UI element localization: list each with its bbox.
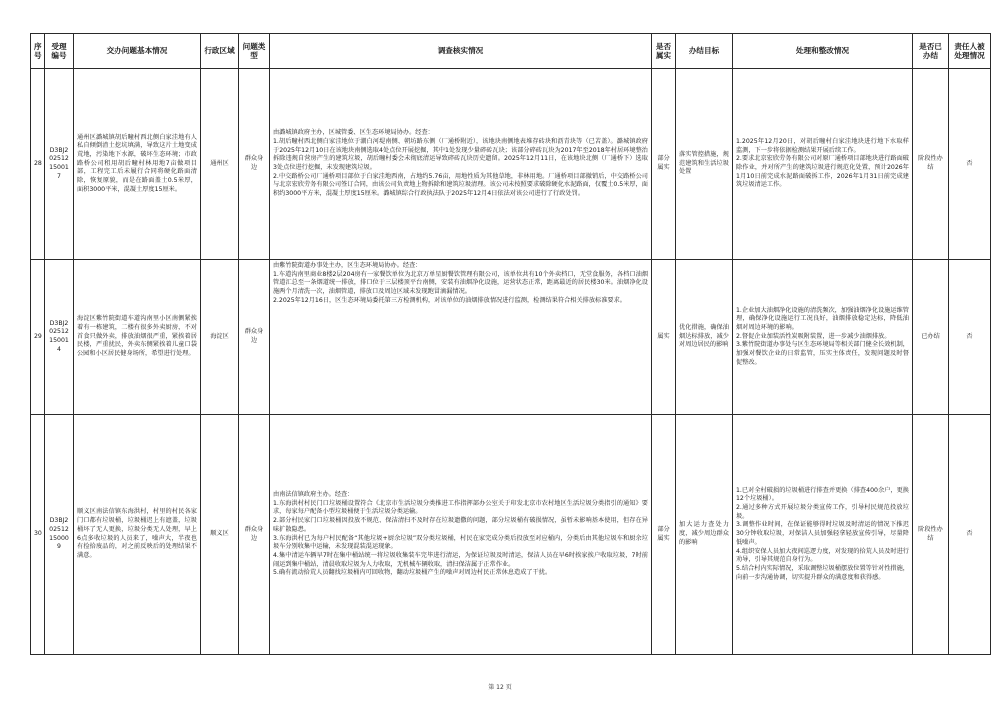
row-investigation: 由潞城镇政府主办，区城管委、区生态环境局协办。经查： 1.胡后疃村西北侧白家洼地位于潮白河堤南侧、朝坊路东侧（厂通桥附近），该地块南侧地表堆存砖块和沥青块等（已苫盖）。潞城镇政府于2025年12月10日在该地块南侧选取4处点位开展挖掘，其中1处发现少量碎砖瓦块；该部分碎砖瓦块为2017年至2018年村居环境整治拆除违规自营房产生的建筑垃圾，胡后疃村委会未彻底清运导致碎砖瓦块历史遗留。2025年12月11日，在该地块北侧（厂通桥下）选取3处点位进行挖掘，未发现建筑垃圾。 2.中交路桥公司厂通桥项目部位于白家洼地西南，占地约5.76亩，用地性质为其他草地，非林用地。厂通桥项目部撤销后，中交路桥公司与北京宏欣劳务有限公司签订合同，由该公司负责地上物拆除和建筑垃圾清理。该公司未按照要求破除硬化水泥路面，仅覆土0.5米厚，面积约3000平方米，混凝土厚度15厘米。潞城镇综合行政执法队于2025年12月4日依法对该公司进行了行政处罚。 [270, 69, 652, 260]
row-closed: 阶段性办结 [913, 415, 949, 655]
row-type: 群众身边 [239, 69, 270, 260]
row-issue: 顺义区南法信镇东海洪村，村里的村民各家门口都有垃圾桶，垃圾桶迟上有遮盖，垃圾桶坏了无人更换，垃圾分类无人处理，早上6点多收垃圾的人员来了，噪声大，半夜也有捡拾废品的，对之前反映后的处理结果不满意。 [74, 415, 201, 655]
row-accountability: 否 [949, 69, 991, 260]
row-issue: 通州区潞城镇胡后疃村西北侧白家洼地有人私自倾倒渣土挖坑填满，导致这片土地变成荒地，污染地下水源，破坏生态环境；市政路桥公司租用胡后疃村林用地7亩做项目部，工程完工后未履行合同将硬化路面清除，恢复原貌，而是在路面盖土0.5米厚，面积3000平米，混凝土厚度15厘米。 [74, 69, 201, 260]
complaint-table [30, 33, 991, 655]
row-receipt: D3BJ202512150014 [45, 260, 74, 415]
row-issue: 海淀区紫竹院街道车道沟南里小区南侧紧挨着有一栋建筑，二楼有很多外卖厨房，不对首食只做外卖，排放油烟很严重，紧挨着居民楼，严重扰民，外卖东侧紧挨着儿童口袋公园和小区居民健身场所，希望进行处理。 [74, 260, 201, 415]
row-type: 群众身边 [239, 415, 270, 655]
header-goal: 办结目标 [676, 34, 733, 69]
header-type: 问题类型 [239, 34, 270, 69]
header-closed: 是否已办结 [913, 34, 949, 69]
row-district: 海淀区 [201, 260, 239, 415]
header-accountability: 责任人被处理情况 [949, 34, 991, 69]
header-receipt: 受理编号 [45, 34, 74, 69]
row-type: 群众身边 [239, 260, 270, 415]
row-investigation: 由紫竹院街道办事处主办，区生态环境局协办。经查： 1.车道沟南里商业8楼2层204房有一家餐饮单位为北京万单星厨餐饮管理有限公司，该单位共有10个外卖档口，无堂食服务，各档口油烟管道汇总至一条烟道统一排放，排口位于三层楼顶平台南侧，安装有油烟净化设施，运营状态正常，距离最近的居民楼30米。油烟净化设施两个月清洗一次，油烟管道，排放口及周边区域未发现跑冒滴漏情况。 2.2025年12月16日，区生态环境局委托第三方检测机构，对该单位的油烟排放情况进行监测，检测结果符合相关排放标准要求。 [270, 260, 652, 415]
row-seq: 30 [31, 415, 45, 655]
row-seq: 29 [31, 260, 45, 415]
row-handling: 1.企业加大油烟净化设施的清洗频次，加强油烟净化设施运维管理，确保净化设施运行工况良好，油烟排放稳定达标，降低油烟对周边环境的影响。 2.督促企业加装活性炭吸附装置，进一步减少油烟排放。 3.紫竹院街道办事处与区生态环境局等相关部门健全长效机制，加强对餐饮企业的日常监管，压实主体责任，发现问题及时督促整改。 [733, 260, 913, 415]
row-handling: 1.已对全村破损的垃圾桶进行排查并更换（排查400余户，更换12个垃圾桶）。 2.通过多种方式开展垃圾分类宣传工作，引导村民规范投放垃圾。 3.调整作业时间，在保证能够得时垃圾及时清运的情况下推迟30分钟收取垃圾，对保洁人员加强轻拿轻放宣传引导，尽量降低噪声。 4.组织安保人员加大夜间巡逻力度，对发现的拾荒人员及时进行劝导，引导其规范自身行为。 5.结合村内实际情况，采取调整垃圾桶摆放位置等针对性措施，向前一步沟通协调，切实提升群众的满意度和获得感。 [733, 415, 913, 655]
row-goal: 优化措施，确保油烟达标排放，减少对周边居民的影响 [676, 260, 733, 415]
row-receipt: D3BJ202512150009 [45, 415, 74, 655]
row-receipt: D3BJ202512150017 [45, 69, 74, 260]
row-verified: 属实 [652, 260, 676, 415]
header-district: 行政区域 [201, 34, 239, 69]
row-goal: 加大运力查处力度，减少周边群众的影响 [676, 415, 733, 655]
row-verified: 部分属实 [652, 415, 676, 655]
row-investigation: 由南法信镇政府主办。经查： 1.东海洪村村民门口垃圾桶设置符合《北京市生活垃圾分类推进工作指挥部办公室关于印发北京市农村地区生活垃圾分类指引的通知》要求，每家每户配备小型垃圾桶便于生活垃圾分类运输。 2.部分村民家门口垃圾桶因投放不规范、保洁清扫不及时存在垃圾遗撒的问题，部分垃圾桶有破损情况，虽暂未影响基本使用，但存在异味扩散隐患。 3.东海洪村已为每户村民配备“其他垃圾+厨余垃圾”双分类垃圾桶，村民在家完成分类后投放至对应桶内，分类后由其他垃圾车和厨余垃圾车分别收集中运输，未发现混装混运现象。 4.集中清运车辆早7时在集中桶站统一将垃圾收集装车完毕进行清运，为保证垃圾及时清运，保洁人员在早6时挨家挨户收取垃圾，7时前闹运到集中桶站，清晨收取垃圾为人力收取，无机械车辆收取，清扫保洁属于正常作业。 5.确有流动拾荒人员翻找垃圾桶内可回收物，翻动垃圾桶产生的噪声对周边村民正常休息造成了干扰。 [270, 415, 652, 655]
header-seq: 序号 [31, 34, 45, 69]
row-accountability: 否 [949, 415, 991, 655]
row-goal: 落实管控措施，规范建筑和生活垃圾处置 [676, 69, 733, 260]
row-handling: 1.2025年12月20日，对胡后疃村白家洼地块进行地下水取样监测，下一步将依据检测结果开展后续工作。 2.要求北京宏欣劳务有限公司对原厂通桥项目部地块进行路面破除作业，并对所产生的建筑垃圾进行规范化处置，预计2026年1月10日前完成水泥路面破拆工作，2026年1月31日前完成建筑垃圾清运工作。 [733, 69, 913, 260]
row-accountability: 否 [949, 260, 991, 415]
row-seq: 28 [31, 69, 45, 260]
row-closed: 阶段性办结 [913, 69, 949, 260]
row-district: 通州区 [201, 69, 239, 260]
row-closed: 已办结 [913, 260, 949, 415]
header-handling: 处理和整改情况 [733, 34, 913, 69]
table-row [31, 260, 991, 415]
row-district: 顺义区 [201, 415, 239, 655]
page-number: 第 12 页 [488, 684, 512, 691]
header-investigation: 调查核实情况 [270, 34, 652, 69]
row-verified: 部分属实 [652, 69, 676, 260]
table-row [31, 415, 991, 655]
table-row [31, 69, 991, 260]
header-row [31, 34, 991, 69]
header-issue: 交办问题基本情况 [74, 34, 201, 69]
header-verified: 是否属实 [652, 34, 676, 69]
